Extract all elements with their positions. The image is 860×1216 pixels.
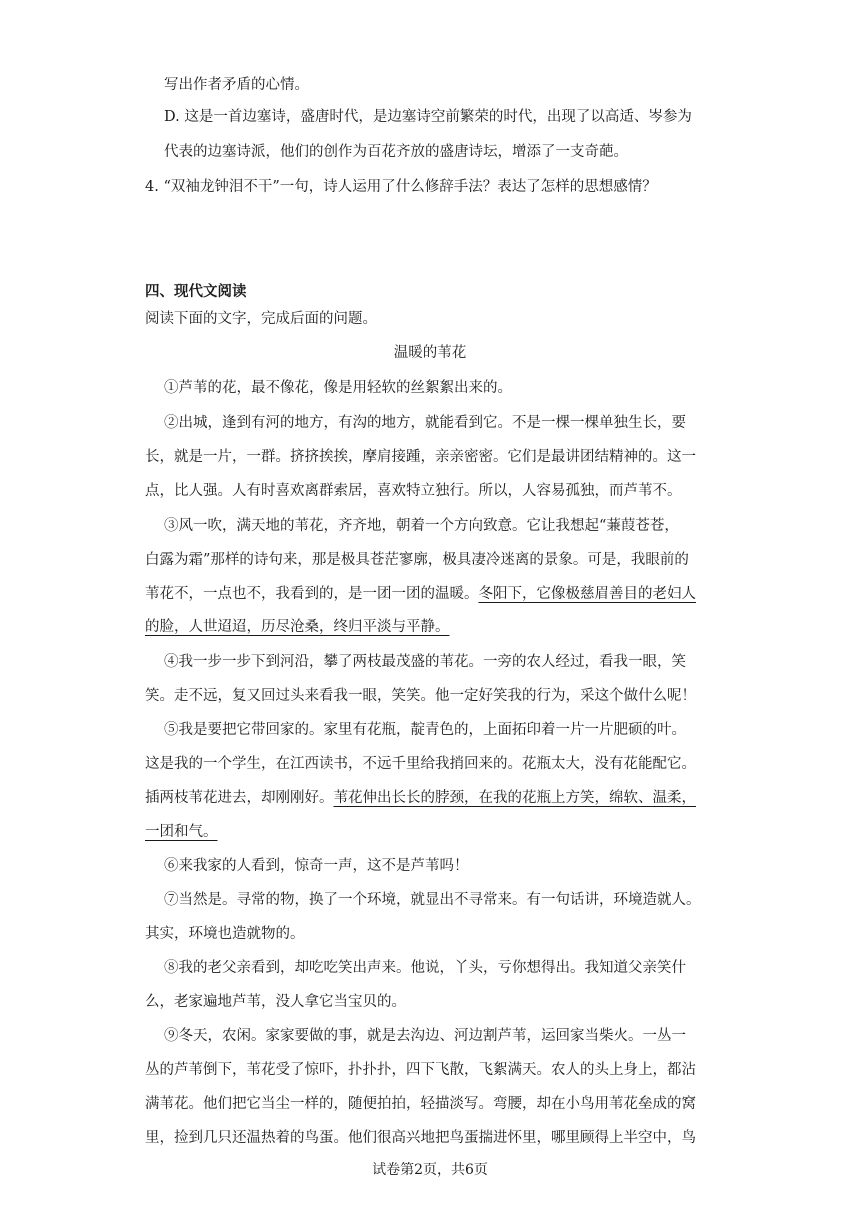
passage-title: 温暖的苇花: [393, 345, 467, 361]
question-4: 4. “双袖龙钟泪不干”一句，诗人运用了什么修辞手法？表达了怎样的思想感情？: [145, 179, 657, 195]
answer-option-d-line-2: 代表的边塞诗派，他们的创作为百花齐放的盛唐诗坛，增添了一支奇葩。: [164, 144, 628, 160]
underlined-sentence-1b: 的脸，人世迢迢，历尽沧桑，终归平淡与平静。: [145, 619, 450, 635]
paragraph-9-line-4: 里，捡到几只还温热着的鸟蛋。他们很高兴地把鸟蛋揣进怀里，哪里顾得上半空中，鸟: [145, 1130, 696, 1146]
paragraph-3-line-3: [145, 584, 696, 604]
underlined-sentence-2b: 一团和气。: [145, 824, 218, 840]
paragraph-2-line-1: ②出城，逢到有河的地方，有沟的地方，就能看到它。不是一棵一棵单独生长，要: [164, 415, 686, 431]
paragraph-9-line-3: 满苇花。他们把它当尘一样的，随便拍拍，轻描淡写。弯腰，却在小鸟用苇花垒成的窝: [145, 1096, 696, 1112]
paragraph-3-line-3-text: 苇花不，一点也不，我看到的，是一团一团的温暖。: [145, 586, 479, 602]
paragraph-2-line-2: 长，就是一片，一群。挤挤挨挨，摩肩接踵，亲亲密密。它们是最讲团结精神的。这一: [145, 449, 696, 465]
paragraph-1-line-1: ①芦苇的花，最不像花，像是用轻软的丝絮絮出来的。: [164, 380, 512, 396]
paragraph-6-line-1: ⑥来我家的人看到，惊奇一声，这不是芦苇吗！: [164, 858, 469, 874]
paragraph-7-line-2: 其实，环境也造就物的。: [145, 926, 305, 942]
paragraph-9-line-1: ⑨冬天，农闲。家家要做的事，就是去沟边、河边割芦苇，运回家当柴火。一丛一: [164, 1028, 686, 1044]
page-footer: 试卷第2页，共6页: [372, 1162, 488, 1178]
paragraph-4-line-1: ④我一步一步下到河沿，攀了两枝最茂盛的苇花。一旁的农人经过，看我一眼，笑: [164, 654, 686, 670]
paragraph-5-line-1: ⑤我是要把它带回家的。家里有花瓶，靛青色的，上面拓印着一片一片肥硕的叶。: [164, 722, 686, 738]
underlined-sentence-2a: 苇花伸出长长的脖颈，在我的花瓶上方笑，绵软、温柔，: [333, 790, 696, 806]
answer-option-c-continuation: 写出作者矛盾的心情。: [164, 77, 309, 93]
section-instruction: 阅读下面的文字，完成后面的问题。: [145, 311, 377, 327]
paragraph-8-line-1: ⑧我的老父亲看到，却吃吃笑出声来。他说，丫头，亏你想得出。我知道父亲笑什: [164, 960, 686, 976]
paragraph-5-line-3-text: 插两枝苇花进去，却刚刚好。: [145, 790, 334, 806]
paragraph-3-line-2: 白露为霜”那样的诗句来，那是极具苍茫寥廓，极具凄冷迷离的景象。可是，我眼前的: [145, 552, 689, 568]
section-heading: 四、现代文阅读: [145, 283, 247, 300]
paragraph-5-line-3: [145, 788, 696, 808]
answer-option-d-line-1: D. 这是一首边塞诗，盛唐时代，是边塞诗空前繁荣的时代，出现了以高适、岑参为: [164, 109, 692, 125]
paragraph-3-line-1: ③风一吹，满天地的苇花，齐齐地，朝着一个方向致意。它让我想起“蒹葭苍苍，: [164, 518, 679, 534]
paragraph-9-line-2: 丛的芦苇倒下，苇花受了惊吓，扑扑扑，四下飞散，飞絮满天。农人的头上身上，都沾: [145, 1062, 696, 1078]
paragraph-2-line-3: 点，比人强。人有时喜欢离群索居，喜欢特立独行。所以，人容易孤独，而芦苇不。: [145, 483, 682, 499]
paragraph-7-line-1: ⑦当然是。寻常的物，换了一个环境，就显出不寻常来。有一句话讲，环境造就人。: [164, 892, 701, 908]
paragraph-4-line-2: 笑。走不远，复又回过头来看我一眼，笑笑。他一定好笑我的行为，采这个做什么呢！: [145, 688, 696, 704]
paragraph-8-line-2: 么，老家遍地芦苇，没人拿它当宝贝的。: [145, 994, 406, 1010]
paragraph-5-line-2: 这是我的一个学生，在江西读书，不远千里给我捎回来的。花瓶太大，没有花能配它。: [145, 756, 696, 772]
underlined-sentence-1a: 冬阳下，它像极慈眉善目的老妇人: [478, 586, 696, 602]
